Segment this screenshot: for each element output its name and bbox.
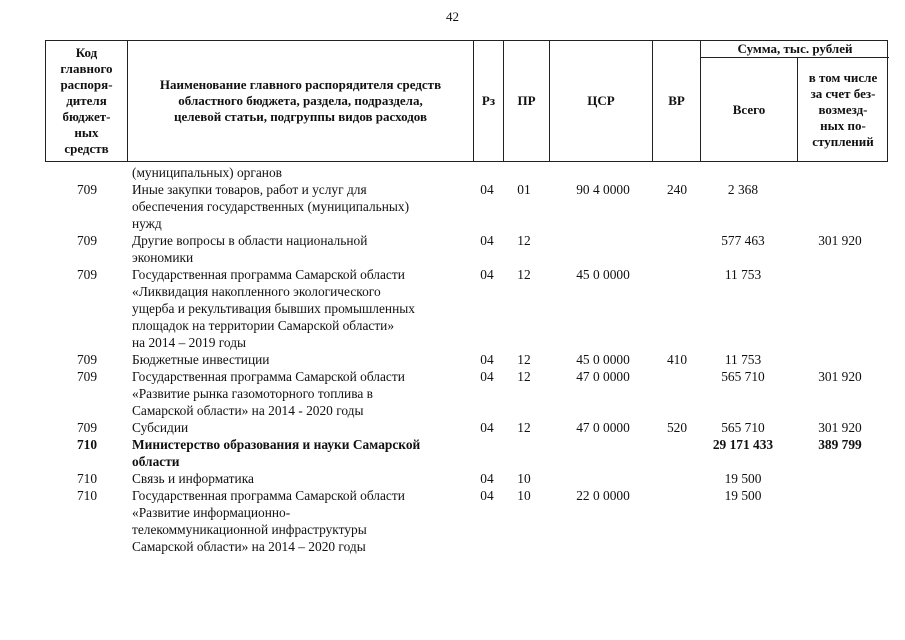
free-cell: 301 920 bbox=[818, 369, 862, 384]
total-cell: 565 710 bbox=[721, 369, 765, 384]
code-cell: 710 bbox=[76, 437, 98, 452]
table-header bbox=[45, 40, 888, 162]
total-cell: 565 710 bbox=[721, 420, 765, 435]
name-cell: Связь и информатика bbox=[132, 471, 254, 486]
code-cell: 709 bbox=[76, 233, 98, 248]
rz-cell: 04 bbox=[480, 369, 494, 384]
pr-cell: 10 bbox=[517, 488, 531, 503]
code-cell: 709 bbox=[76, 420, 98, 435]
name-cell: Государственная программа Самарской области «Ликвидация накопленного экологического ущерба и рекультивация бывших промышленных площадок на территории Самарской области» на 2014 – 2019 годы bbox=[132, 267, 415, 350]
pr-cell: 01 bbox=[517, 182, 531, 197]
code-cell: 709 bbox=[76, 352, 98, 367]
header-csr: ЦСР bbox=[587, 93, 615, 108]
header-name: Наименование главного распорядителя средств областного бюджета, раздела, подраздела, целевой статьи, подгруппы видов расходов bbox=[159, 77, 442, 124]
header-rz: Рз bbox=[481, 93, 496, 108]
vr-cell: 520 bbox=[666, 420, 688, 435]
total-cell: 577 463 bbox=[721, 233, 765, 248]
total-cell: 2 368 bbox=[727, 182, 759, 197]
csr-cell: 22 0 0000 bbox=[576, 488, 630, 503]
total-cell: 11 753 bbox=[724, 352, 762, 367]
name-cell: Министерство образования и науки Самарской области bbox=[132, 437, 421, 469]
code-cell: 710 bbox=[76, 471, 98, 486]
name-cell: Другие вопросы в области национальной экономики bbox=[132, 233, 368, 265]
rz-cell: 04 bbox=[480, 233, 494, 248]
rz-cell: 04 bbox=[480, 267, 494, 282]
header-code: Код главного распоря- дителя бюджет- ных средств bbox=[60, 45, 113, 156]
total-cell: 29 171 433 bbox=[712, 437, 774, 452]
csr-cell: 47 0 0000 bbox=[576, 420, 630, 435]
total-cell: 19 500 bbox=[724, 488, 762, 503]
vr-cell: 410 bbox=[666, 352, 688, 367]
header-pr: ПР bbox=[517, 93, 536, 108]
name-cell: Субсидии bbox=[132, 420, 189, 435]
rz-cell: 04 bbox=[480, 182, 494, 197]
pr-cell: 10 bbox=[517, 471, 531, 486]
rz-cell: 04 bbox=[480, 352, 494, 367]
code-cell: 709 bbox=[76, 267, 98, 282]
code-cell: 709 bbox=[76, 182, 98, 197]
rz-cell: 04 bbox=[480, 488, 494, 503]
csr-cell: 45 0 0000 bbox=[576, 267, 630, 282]
header-free: в том числе за счет без- возмезд- ных по- ступлений bbox=[808, 69, 878, 149]
free-cell: 301 920 bbox=[818, 233, 862, 248]
page-number: 42 bbox=[446, 9, 459, 24]
name-cell: Иные закупки товаров, работ и услуг для обеспечения государственных (муниципальных) нужд bbox=[132, 182, 410, 231]
rz-cell: 04 bbox=[480, 420, 494, 435]
total-cell: 19 500 bbox=[724, 471, 762, 486]
total-cell: 11 753 bbox=[724, 267, 762, 282]
header-sum: Сумма, тыс. рублей bbox=[737, 41, 853, 56]
free-cell: 389 799 bbox=[818, 437, 862, 452]
free-cell: 301 920 bbox=[818, 420, 862, 435]
name-cell: Государственная программа Самарской области «Развитие информационно- телекоммуникационной инфраструктуры Самарской области» на 2014 – 2020 годы bbox=[132, 488, 405, 554]
name-cell: Бюджетные инвестиции bbox=[132, 352, 270, 367]
rz-cell: 04 bbox=[480, 471, 494, 486]
name-cell: (муниципальных) органов bbox=[132, 165, 282, 180]
header-vr: ВР bbox=[668, 93, 685, 108]
pr-cell: 12 bbox=[517, 420, 531, 435]
pr-cell: 12 bbox=[517, 233, 531, 248]
pr-cell: 12 bbox=[517, 369, 531, 384]
name-cell: Государственная программа Самарской области «Развитие рынка газомоторного топлива в Самарской области» на 2014 - 2020 годы bbox=[132, 369, 405, 418]
csr-cell: 45 0 0000 bbox=[576, 352, 630, 367]
header-total: Всего bbox=[732, 101, 766, 117]
pr-cell: 12 bbox=[517, 267, 531, 282]
csr-cell: 47 0 0000 bbox=[576, 369, 630, 384]
code-cell: 710 bbox=[76, 488, 98, 503]
csr-cell: 90 4 0000 bbox=[576, 182, 630, 197]
code-cell: 709 bbox=[76, 369, 98, 384]
vr-cell: 240 bbox=[666, 182, 688, 197]
pr-cell: 12 bbox=[517, 352, 531, 367]
